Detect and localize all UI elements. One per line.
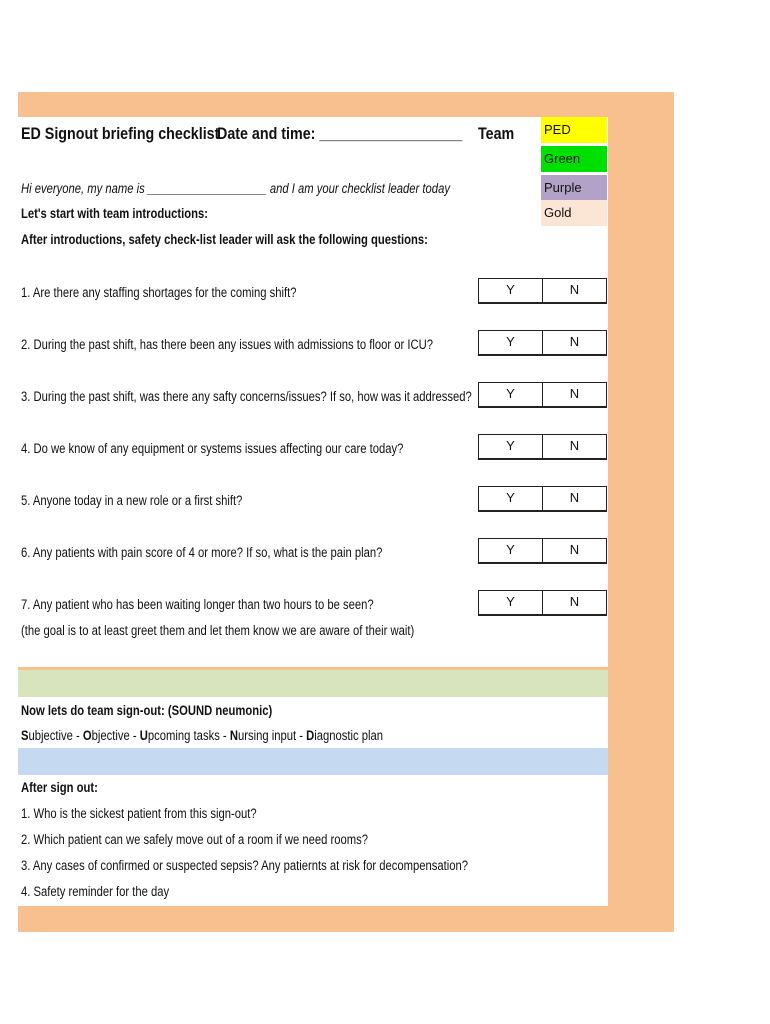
answer-boxes-q7[interactable]: [478, 590, 607, 616]
no-option[interactable]: N: [569, 386, 580, 401]
question-3: 3. During the past shift, was there any safty concerns/issues? If so, how was it addressed?: [21, 389, 472, 404]
question-2: 2. During the past shift, has there been any issues with admissions to floor or ICU?: [21, 337, 434, 352]
team-gold: [541, 200, 607, 226]
question-4: 4. Do we know of any equipment or systems issues affecting our care today?: [21, 441, 404, 456]
team-label: Team: [478, 124, 515, 143]
question-1: 1. Are there any staffing shortages for the coming shift?: [21, 285, 297, 300]
mnemonic-rest-d: iagnostic plan: [314, 728, 384, 743]
team-intro-line: Let's start with team introductions:: [21, 206, 209, 221]
yes-option[interactable]: Y: [479, 331, 543, 354]
mnemonic-rest-u: pcoming tasks -: [147, 728, 230, 743]
answer-boxes-q3[interactable]: [478, 382, 607, 408]
date-time-field: Date and time: __________________: [217, 124, 463, 143]
answer-boxes-q6[interactable]: [478, 538, 607, 564]
blue-divider-band: [18, 748, 608, 775]
question-7: 7. Any patient who has been waiting longer than two hours to be seen?: [21, 597, 374, 612]
no-option[interactable]: N: [569, 438, 580, 453]
mnemonic-rest-s: ubjective -: [28, 728, 83, 743]
green-divider-band: [18, 670, 608, 697]
mnemonic-initial-o: O: [82, 728, 92, 743]
after-item-2: 2. Which patient can we safely move out of a room if we need rooms?: [21, 832, 368, 847]
team-purple: [541, 175, 607, 201]
no-option[interactable]: N: [569, 594, 580, 609]
mnemonic-initial-u: U: [139, 728, 148, 743]
question-5: 5. Anyone today in a new role or a first shift?: [21, 493, 243, 508]
mnemonic-initial-n: N: [229, 728, 238, 743]
mnemonic-rest-n: ursing input -: [237, 728, 307, 743]
team-gold-label: Gold: [544, 205, 572, 220]
answer-boxes-q1[interactable]: [478, 278, 607, 304]
yes-option[interactable]: Y: [479, 435, 543, 458]
yes-option[interactable]: Y: [479, 539, 543, 562]
mnemonic-rest-o: bjective -: [91, 728, 140, 743]
no-option[interactable]: N: [569, 542, 580, 557]
question-6: 6. Any patients with pain score of 4 or more? If so, what is the pain plan?: [21, 545, 383, 560]
team-green: [541, 146, 607, 172]
team-ped-label: PED: [544, 122, 571, 137]
after-signout-heading: After sign out:: [21, 780, 98, 795]
sound-mnemonic: [21, 728, 383, 744]
greeting-line: Hi everyone, my name is ___________________ and I am your checklist leader today: [21, 181, 450, 196]
answer-boxes-q4[interactable]: [478, 434, 607, 460]
page-title: ED Signout briefing checklist: [21, 124, 220, 143]
after-item-3: 3. Any cases of confirmed or suspected sepsis? Any patiernts at risk for decompensation?: [21, 858, 469, 873]
yes-option[interactable]: Y: [479, 279, 543, 302]
yes-option[interactable]: Y: [479, 383, 543, 406]
no-option[interactable]: N: [569, 282, 580, 297]
after-item-1: 1. Who is the sickest patient from this sign-out?: [21, 806, 257, 821]
team-green-label: Green: [544, 151, 581, 166]
team-purple-label: Purple: [544, 180, 582, 195]
after-item-4: 4. Safety reminder for the day: [21, 884, 170, 899]
mnemonic-initial-s: S: [21, 728, 29, 743]
no-option[interactable]: N: [569, 334, 580, 349]
yes-option[interactable]: Y: [479, 487, 543, 510]
mnemonic-initial-d: D: [306, 728, 315, 743]
after-intro-line: After introductions, safety check-list leader will ask the following questions:: [21, 232, 428, 247]
yes-option[interactable]: Y: [479, 591, 543, 614]
answer-boxes-q2[interactable]: [478, 330, 607, 356]
no-option[interactable]: N: [569, 490, 580, 505]
answer-boxes-q5[interactable]: [478, 486, 607, 512]
signout-heading: Now lets do team sign-out: (SOUND neumonic): [21, 703, 273, 718]
team-ped: [541, 117, 607, 143]
question-7-note: (the goal is to at least greet them and let them know we are aware of their wait): [21, 623, 415, 638]
